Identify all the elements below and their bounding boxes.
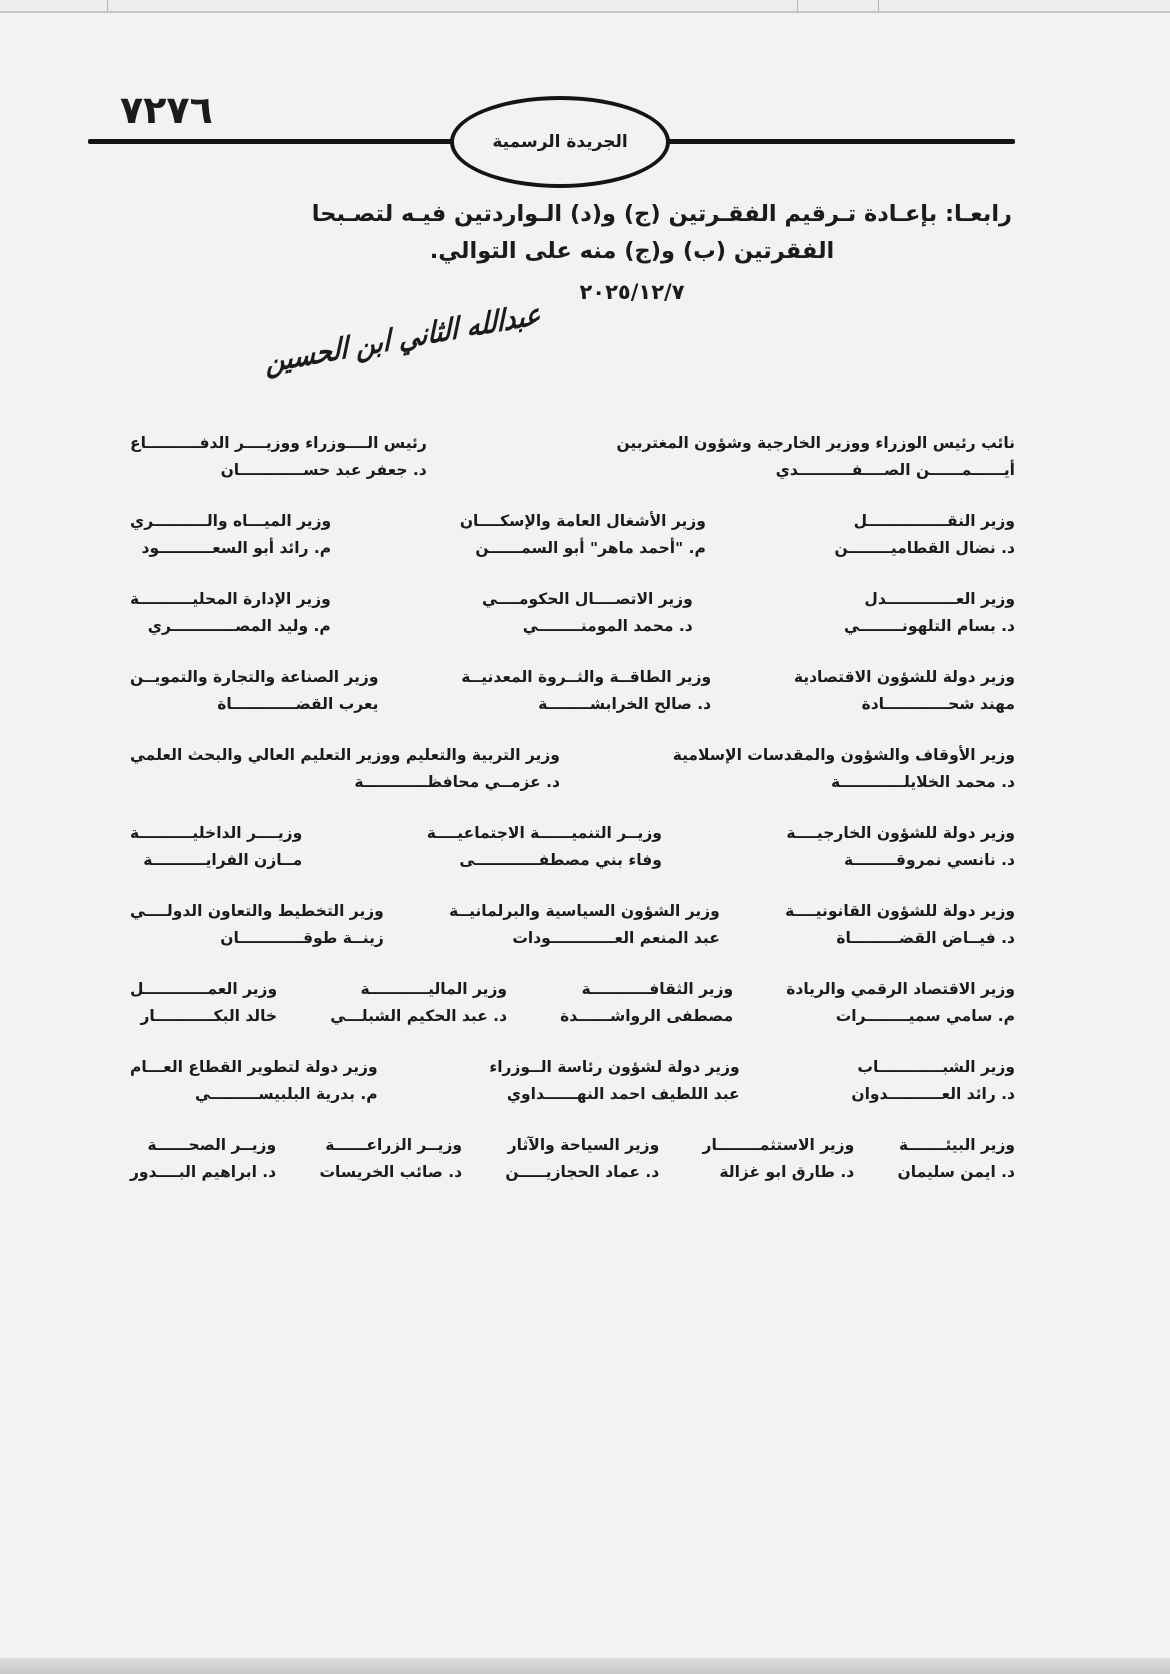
minister-name: خالد البكـــــــــــار: [140, 1007, 278, 1025]
minister-title: وزير الأوقاف والشؤون والمقدسات الإسلامية: [672, 746, 1015, 764]
minister-name: م. وليد المصــــــــــــري: [147, 617, 331, 635]
minister-title: رئيس الــــوزراء ووزيــــر الدفــــــــــاع: [130, 434, 427, 452]
minister-entry: [130, 430, 427, 484]
minister-entry: [130, 664, 378, 718]
minister-entry: [461, 664, 711, 718]
minister-entry: [505, 1132, 659, 1186]
minister-title: وزير الأشغال العامة والإسكــــان: [459, 512, 706, 530]
minister-entry: [794, 664, 1015, 718]
ministers-list: [130, 430, 1015, 1210]
minister-title: وزير دولة للشؤون الخارجيــــة: [786, 824, 1015, 842]
minister-title: وزير الاقتصاد الرقمي والريادة: [786, 980, 1015, 998]
minister-name: عبد المنعم العــــــــــــودات: [512, 929, 720, 947]
minister-name: د. نضال القطاميــــــــن: [834, 539, 1015, 557]
minister-entry: [616, 430, 1015, 484]
clause-paragraph: [135, 196, 1012, 311]
toolbar-divider: [878, 0, 879, 11]
minister-entry: [460, 508, 706, 562]
toolbar-divider: [107, 0, 108, 11]
minister-name: زينــة طوقــــــــــــان: [220, 929, 384, 947]
minister-title: وزير الاستثمــــــــار: [702, 1136, 855, 1154]
minister-name: د. بسام التلهونــــــــي: [843, 617, 1015, 635]
minister-title: وزير النقـــــــــــــــل: [853, 512, 1015, 530]
minister-title: وزير دولة للشؤون القانونيــــة: [785, 902, 1015, 920]
minister-entry: [130, 586, 331, 640]
minister-name: د. طارق ابو غزالة: [719, 1163, 855, 1181]
minister-name: د. جعفر عبد حســــــــــــان: [220, 461, 427, 479]
minister-name: د. فيــاض القضـــــــــاة: [836, 929, 1015, 947]
minister-name: مــازن الفرايــــــــــة: [143, 851, 303, 869]
minister-title: وزير الشؤون السياسية والبرلمانيــة: [449, 902, 720, 920]
gazette-oval-badge: [450, 96, 670, 188]
minister-name: د. محمد المومنــــــــي: [522, 617, 693, 635]
minister-entry: [482, 586, 693, 640]
minister-title: وزير العمــــــــــــل: [130, 980, 278, 998]
ministers-row: [130, 430, 1015, 484]
minister-name: د. ايمن سليمان: [897, 1163, 1015, 1181]
minister-title: وزير التخطيط والتعاون الدولــــي: [130, 902, 384, 920]
minister-title: وزير العـــــــــــــدل: [864, 590, 1015, 608]
minister-name: م. سامي سميــــــــرات: [835, 1007, 1015, 1025]
minister-entry: [427, 820, 662, 874]
minister-title: وزيــر التنميــــــة الاجتماعيــــة: [426, 824, 662, 842]
minister-title: وزير الشبــــــــــــاب: [857, 1058, 1015, 1076]
cropped-bottom-edge: [0, 1658, 1170, 1674]
minister-name: أيــــــمــــــن الصــــفــــــــــدي: [775, 461, 1015, 479]
minister-entry: [786, 976, 1015, 1030]
minister-entry: [330, 976, 507, 1030]
minister-name: م. "أحمد ماهر" أبو السمــــــن: [475, 539, 706, 557]
minister-title: وزير الاتصــــال الحكومــــي: [482, 590, 693, 608]
minister-title: وزير الميـــاه والــــــــــري: [130, 512, 332, 530]
minister-entry: [673, 742, 1015, 796]
clause-line-1: رابعـا: بإعـادة تـرقيم الفقـرتين (ج) و(د) الـواردتين فيـه لتصـبحا: [311, 201, 1012, 227]
minister-title: وزير السياحة والآثار: [507, 1136, 660, 1154]
gazette-title: الجريدة الرسمية: [492, 132, 628, 152]
minister-title: وزير الثقافـــــــــــة: [581, 980, 734, 998]
royal-signature: عبدالله الثاني ابن الحسين: [266, 297, 541, 381]
minister-title: وزير الصناعة والتجارة والتمويــن: [130, 668, 379, 686]
minister-title: وزير الإدارة المحليــــــــــة: [130, 590, 331, 608]
minister-title: نائب رئيس الوزراء ووزير الخارجية وشؤون المغتربين: [616, 434, 1015, 452]
minister-entry: [851, 1054, 1015, 1108]
cropped-toolbar-edge: [0, 0, 1170, 13]
minister-title: وزيــــر الداخليــــــــــة: [130, 824, 303, 842]
minister-title: وزير التربية والتعليم ووزير التعليم العالي والبحث العلمي: [130, 746, 560, 764]
minister-title: وزير دولة للشؤون الاقتصادية: [793, 668, 1015, 686]
minister-name: عبد اللطيف احمد النهــــــداوي: [506, 1085, 740, 1103]
minister-name: د. صالح الخرابشــــــــة: [538, 695, 712, 713]
minister-name: م. بدرية البلبيســـــــــي: [195, 1085, 378, 1103]
minister-name: د. محمد الخلايلــــــــــــة: [831, 773, 1015, 791]
minister-name: د. عبد الحكيم الشبلـــي: [330, 1007, 508, 1025]
clause-line-2: الفقرتين (ب) و(ج) منه على التوالي.: [429, 238, 835, 264]
ministers-row: [130, 820, 1015, 874]
minister-entry: [130, 508, 331, 562]
minister-title: وزير البيئـــــــة: [898, 1136, 1015, 1154]
page-number: ٧٢٧٦: [120, 88, 213, 132]
ministers-row: [130, 898, 1015, 952]
minister-title: وزيــر الصحــــــة: [147, 1136, 277, 1154]
minister-entry: [130, 898, 384, 952]
ministers-row: [130, 976, 1015, 1030]
minister-name: د. عماد الحجازيـــــن: [505, 1163, 660, 1181]
ministers-row: [130, 664, 1015, 718]
minister-name: د. صائب الخريسات: [319, 1163, 463, 1181]
minister-title: وزير دولة لتطوير القطاع العـــام: [130, 1058, 378, 1076]
minister-entry: [489, 1054, 739, 1108]
minister-entry: [844, 586, 1015, 640]
minister-name: مهند شحــــــــــــادة: [861, 695, 1015, 713]
minister-entry: [786, 820, 1015, 874]
minister-title: وزيــر الزراعــــــة: [325, 1136, 463, 1154]
decree-date: ٢٠٢٥/١٢/٧: [579, 280, 685, 304]
ministers-row: [130, 1054, 1015, 1108]
minister-entry: [130, 742, 560, 796]
minister-name: د. عزمــي محافظــــــــــــة: [354, 773, 560, 791]
ministers-row: [130, 742, 1015, 796]
minister-entry: [785, 898, 1015, 952]
minister-name: مصطفى الرواشــــــدة: [560, 1007, 734, 1025]
ministers-row: [130, 586, 1015, 640]
minister-entry: [130, 1054, 378, 1108]
minister-entry: [449, 898, 720, 952]
toolbar-divider: [797, 0, 798, 11]
minister-entry: [130, 820, 302, 874]
minister-entry: [898, 1132, 1015, 1186]
minister-name: د. ابراهيم البــــدور: [130, 1163, 277, 1181]
minister-title: وزير الطاقــة والثــروة المعدنيــة: [461, 668, 712, 686]
minister-entry: [130, 976, 277, 1030]
ministers-row: [130, 508, 1015, 562]
minister-entry: [319, 1132, 462, 1186]
minister-title: وزير الماليـــــــــــة: [360, 980, 508, 998]
minister-entry: [560, 976, 733, 1030]
minister-name: د. نانسي نمروقــــــــة: [844, 851, 1015, 869]
minister-name: د. رائد العــــــــــدوان: [851, 1085, 1015, 1103]
minister-entry: [130, 1132, 276, 1186]
minister-entry: [703, 1132, 855, 1186]
ministers-row: [130, 1132, 1015, 1186]
minister-name: يعرب القضــــــــــــاة: [217, 695, 379, 713]
minister-name: وفاء بني مصطفــــــــــــى: [459, 851, 662, 869]
minister-title: وزير دولة لشؤون رئاسة الــوزراء: [489, 1058, 740, 1076]
minister-name: م. رائد أبو السعــــــــــود: [141, 539, 332, 557]
minister-entry: [835, 508, 1015, 562]
